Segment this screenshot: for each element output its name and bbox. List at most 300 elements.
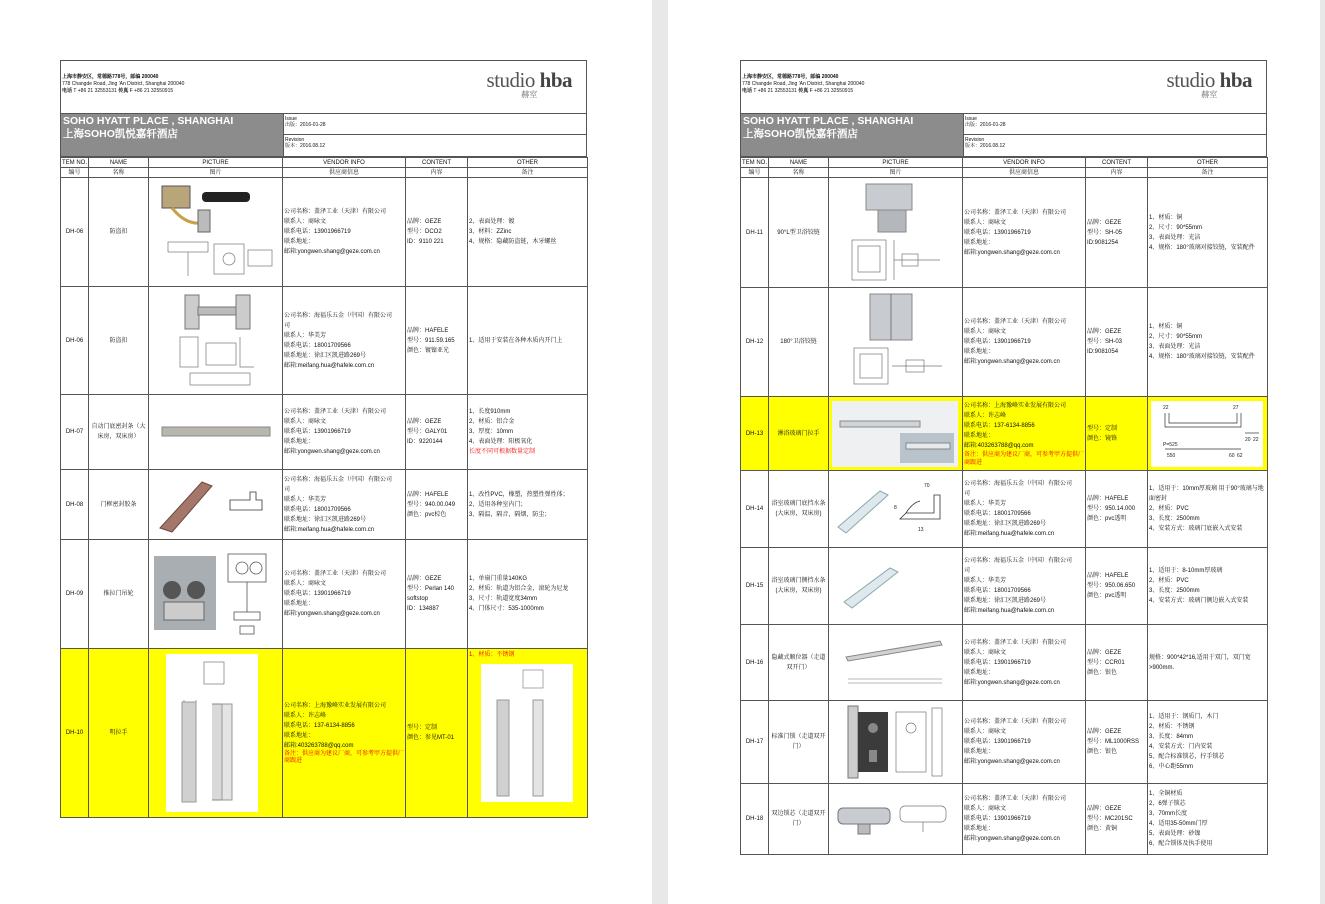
pull-handle-drawing [150, 652, 280, 814]
col-vendor: VENDOR INFO [963, 158, 1086, 168]
other-info [1148, 288, 1268, 397]
table-row [741, 548, 1268, 625]
vendor-line: 公司名称：盖泽工业（天津）有限公司 [964, 639, 1067, 646]
vendor-line: 联系电话：137-6134-8856 [964, 422, 1035, 429]
address-cn: 上海市静安区，常德路778号，邮编 200040 [62, 74, 159, 80]
other-line: 2、6弹子锁芯 [1149, 801, 1186, 807]
other-note-red: 1、材质：不锈钢 [469, 652, 515, 658]
other-line: 4、规格：180°玻璃对接铰链，安装配件 [1149, 244, 1255, 251]
col-item-cn: 编号 [741, 168, 769, 178]
content-line: 型号：ML1000RSS [1087, 739, 1140, 745]
item-code: DH-11 [741, 178, 769, 288]
sliding-roller-drawing [150, 542, 280, 646]
item-code: DH-14 [741, 471, 769, 548]
vendor-line: 联系电话：18001709566 [284, 506, 351, 513]
item-code: DH-09 [61, 540, 89, 649]
door-seal-drawing [150, 397, 280, 467]
content-info [1086, 471, 1148, 548]
vendor-line: 联系电话：18001709566 [964, 511, 1031, 517]
table-row [61, 178, 588, 287]
content-line: 颜色：pvc透明 [1087, 516, 1127, 522]
content-line: 品牌：GEZE [1087, 806, 1122, 812]
vendor-line: 联系电话：18001709566 [964, 588, 1031, 594]
hinge-180-drawing [830, 290, 960, 394]
other-line: 2、尺寸：90*55mm [1149, 224, 1203, 231]
item-name: 90°L型卫浴铰链 [769, 178, 829, 288]
project-title [741, 114, 963, 156]
other-line: 1、适用于安装在各种木质内开门上 [469, 337, 563, 344]
vendor-line: 联系人：商咏文 [964, 329, 1007, 335]
other-line: 规格：900*42*16,适用于双门，双门宽>900mm. [1149, 654, 1251, 671]
other-line: 3、隔温，隔音，隔烟，防尘； [469, 511, 551, 518]
item-name: 隐藏式顺位器（走道双开门） [769, 625, 829, 701]
item-code: DH-10 [61, 649, 89, 818]
content-line: 颜色：pvc透明 [1087, 593, 1127, 599]
other-info [468, 395, 588, 470]
vendor-line: 联系人：商咏文 [284, 581, 327, 587]
content-line: 颜色：银色 [1087, 669, 1118, 676]
content-info [1086, 178, 1148, 288]
dim-20: 20 [1245, 436, 1251, 443]
content-line: 型号：SH-03 [1087, 339, 1123, 345]
content-line: 型号：SH-05 [1087, 229, 1123, 236]
vendor-line: 公司名称：盖泽工业（天津）有限公司 [964, 319, 1067, 325]
issue-date: 出版：2016-01-28 [965, 122, 1006, 128]
col-name: NAME [89, 158, 149, 168]
item-name: 浴室玻璃门底挡水条(大床房，双床房) [769, 471, 829, 548]
dim-13: 13 [918, 527, 924, 533]
table-row [61, 540, 588, 649]
col-picture-cn: 图片 [829, 168, 963, 178]
content-line: 型号：950.06.650 [1087, 583, 1136, 589]
other-line: 2、尺寸：90*55mm [1149, 334, 1203, 340]
sheet-header [60, 60, 587, 113]
content-line: 品牌：GEZE [407, 576, 442, 582]
product-picture [149, 178, 283, 287]
vendor-line: 联系人：商咏文 [964, 729, 1007, 735]
item-code: DH-06 [61, 178, 89, 287]
vendor-info [963, 178, 1086, 288]
table-row [741, 397, 1268, 471]
content-info [406, 649, 468, 818]
vendor-line: 联系人：华美芳 [284, 496, 327, 503]
other-line: 4、规格：180°玻璃对接铰链，安装配件 [1149, 354, 1255, 360]
content-info [406, 395, 468, 470]
address-block [62, 74, 184, 95]
studio-hba-logo [1167, 69, 1252, 100]
vendor-info [283, 649, 406, 818]
table-row [741, 625, 1268, 701]
other-line: 1、单扇门重量140KG [469, 576, 528, 582]
content-line: 型号：CCR01 [1087, 659, 1125, 666]
other-info [1148, 471, 1268, 548]
content-info [406, 178, 468, 287]
vendor-line: 联系电话：18001709566 [284, 342, 351, 349]
vendor-line: 司 [284, 322, 291, 329]
item-name: 自动门底密封条（大床房，双床房） [89, 395, 149, 470]
product-picture [829, 178, 963, 288]
col-other-cn: 备注 [1148, 168, 1268, 178]
item-name: 标准门锁（走道双开门） [769, 701, 829, 784]
dim-22c: 22 [1253, 436, 1259, 443]
content-line: 颜色：镜铬 [1087, 435, 1118, 442]
content-line: 型号：MC201SC [1087, 816, 1133, 822]
other-line: 3、表面处理：光洁 [1149, 344, 1201, 350]
address-en: 778 Changde Road, Jing 'An District, Shanghai 200040 [62, 81, 185, 87]
vendor-line: 公司名称：上海豫峰实业发展有限公司 [964, 402, 1067, 409]
right-page [668, 0, 1320, 904]
vendor-line: 公司名称：上海豫峰实业发展有限公司 [284, 703, 387, 709]
content-line: ID:9081054 [1087, 349, 1119, 355]
vendor-line: 联系电话：13901966719 [964, 339, 1031, 345]
content-line: 型号：定制 [1087, 425, 1118, 432]
project-title-en: SOHO HYATT PLACE , SHANGHAI [63, 115, 234, 127]
other-line: 4、适用35-50mm门厚 [1149, 821, 1208, 827]
col-picture: PICTURE [149, 158, 283, 168]
table-row [741, 288, 1268, 397]
vendor-line: 联系地址： [284, 439, 315, 445]
vendor-info [283, 178, 406, 287]
item-name: 明拉手 [89, 649, 149, 818]
vendor-line: 邮箱:yongwen.shang@geze.com.cn [964, 249, 1060, 256]
other-line: 3、厚度：10mm [469, 429, 514, 435]
table-row [61, 470, 588, 540]
vendor-line: 司 [284, 486, 291, 493]
fax-label: 传真 [798, 88, 809, 94]
other-line: 2、适用各种室内门； [469, 501, 527, 508]
table-row [61, 395, 588, 470]
tel-value: T +86 21 32553131 [752, 88, 799, 94]
vendor-note-red: 备注：供应商为建议厂商，可参考甲方提供厂商跟进 [284, 751, 405, 764]
other-info [1148, 548, 1268, 625]
vendor-line: 邮箱:meifang.hua@hafele.com.cn [284, 526, 375, 533]
content-line: ID：9110 221 [407, 239, 444, 245]
project-title [61, 114, 283, 156]
header-row-cn [61, 168, 588, 178]
vendor-line: 联系地址： [964, 349, 995, 355]
other-line: 1、材质：铜 [1149, 214, 1183, 221]
other-line: 3、长度：2500mm [1149, 588, 1200, 594]
item-code: DH-08 [61, 470, 89, 540]
vendor-line: 公司名称：盖泽工业（天津）有限公司 [284, 209, 387, 215]
vendor-info [283, 287, 406, 395]
other-info [1148, 625, 1268, 701]
other-line: 5、配合标准锁芯，拧手锁芯 [1149, 754, 1225, 760]
studio-hba-logo [487, 69, 572, 100]
content-line: 颜色：镀镍亚光 [407, 347, 450, 354]
vendor-line: 联系地址：徐汇区凯进路269号 [284, 352, 367, 359]
dim-p525: P=525 [1163, 441, 1178, 448]
content-line: 型号：950.14.000 [1087, 506, 1136, 512]
other-line: 3、70mm长度 [1149, 811, 1188, 817]
header-row-en [741, 158, 1268, 168]
vendor-line: 联系电话：13901966719 [964, 739, 1031, 745]
other-info [1148, 701, 1268, 784]
right-sheet [740, 60, 1267, 855]
item-code: DH-06 [61, 287, 89, 395]
content-line: 型号：940.00.049 [407, 501, 456, 508]
vendor-line: 邮箱:yongwen.shang@geze.com.cn [964, 836, 1060, 842]
item-name: 防盗扣 [89, 287, 149, 395]
other-info [468, 287, 588, 395]
content-info [1086, 701, 1148, 784]
content-line: 型号：DCO2 [407, 229, 442, 235]
other-line: 2、材质：轨道为铝合金，滚轮为尼龙 [469, 586, 569, 592]
content-line: 颜色：银色 [1087, 749, 1118, 755]
table-row [741, 178, 1268, 288]
vendor-line: 司 [964, 491, 971, 497]
content-line: 颜色：参见MT-01 [407, 735, 455, 741]
item-code: DH-18 [741, 784, 769, 855]
vendor-line: 联系地址： [964, 826, 995, 832]
col-item: TEM NO. [742, 159, 767, 166]
content-line: 型号：911.59.165 [407, 337, 455, 344]
col-item-cn: 编号 [61, 168, 89, 178]
vendor-line: 联系电话：13901966719 [964, 659, 1031, 666]
vendor-line: 联系地址：徐汇区凯进路269号 [284, 516, 367, 523]
other-info [468, 178, 588, 287]
vendor-line: 联系人：商咏文 [284, 419, 327, 425]
content-info [1086, 397, 1148, 471]
vendor-line: 联系地址： [284, 733, 315, 739]
vendor-line: 联系人：华美芳 [964, 501, 1007, 507]
other-line: 1、长度910mm [469, 409, 511, 415]
content-line: 颜色：pvc棕色 [407, 511, 447, 518]
vendor-line: 联系地址： [964, 239, 995, 246]
vendor-line: 联系人：商咏文 [964, 649, 1007, 656]
vendor-line: 邮箱:meifang.hua@hafele.com.cn [964, 608, 1055, 614]
other-note-red: 长度不同可根据数量定制 [469, 449, 536, 455]
vendor-note-red: 备注：供应商为建议厂商，可参考甲方提供厂商跟进 [964, 451, 1085, 466]
vendor-line: 联系电话：13901966719 [284, 591, 351, 597]
product-picture [149, 649, 283, 818]
col-content-cn: 内容 [1086, 168, 1148, 178]
logo-cn: 赫室 [521, 90, 538, 99]
vendor-line: 公司名称：盖泽工业（天津）有限公司 [964, 796, 1067, 802]
other-line: 4、门体尺寸：535-1000mm [469, 606, 544, 612]
dim-62: 62 [1237, 452, 1243, 459]
content-line: 型号：定制 [407, 725, 438, 731]
item-name: 防盗扣 [89, 178, 149, 287]
address-block [742, 74, 864, 95]
other-info [468, 540, 588, 649]
content-line: 品牌：HAFELE [407, 327, 449, 334]
door-guard-drawing [150, 180, 280, 285]
schedule-table-right [740, 157, 1268, 855]
content-line: 型号：Perlan 140 softstop [407, 586, 455, 602]
product-picture [149, 287, 283, 395]
mortise-lock-drawing [830, 702, 960, 782]
tel-label: 电话 [742, 88, 753, 94]
other-line: 1、适用于：10mm厚玻璃 用于90°玻璃与地面密封 [1149, 486, 1264, 502]
other-line: 2、材质：不锈钢 [1149, 724, 1195, 730]
product-picture [829, 471, 963, 548]
vendor-line: 公司名称：海福乐五金（中国）有限公司 [964, 558, 1073, 564]
vendor-line: 邮箱:meifang.hua@hafele.com.cn [284, 362, 375, 369]
other-line: 1、适用于：钢质门，木门 [1149, 714, 1219, 720]
dim-8: 8 [894, 505, 897, 511]
other-line: 2、材质：铝合金 [469, 419, 515, 425]
vendor-line: 公司名称：盖泽工业（天津）有限公司 [964, 209, 1067, 216]
col-vendor: VENDOR INFO [283, 158, 406, 168]
vendor-info [963, 471, 1086, 548]
item-name: 浴室玻璃门侧挡水条(大床房，双床房) [769, 548, 829, 625]
seal-strip-drawing [150, 472, 280, 538]
product-picture [149, 395, 283, 470]
item-code: DH-07 [61, 395, 89, 470]
other-line: 1、改性PVC，橡塑，热塑性弹性体； [469, 491, 569, 498]
handle-dimension-drawing [477, 660, 577, 806]
issue-block [283, 114, 586, 156]
dim-22a: 22 [1163, 404, 1169, 411]
header-row-cn [741, 168, 1268, 178]
vendor-line: 公司名称：海福乐五金（中国）有限公司 [964, 481, 1073, 487]
revision-date: 版本：2016.08.12 [285, 143, 326, 149]
col-other: OTHER [468, 158, 588, 168]
content-info [406, 287, 468, 395]
vendor-line: 邮箱:meifang.hua@hafele.com.cn [964, 531, 1055, 537]
item-name: 门框密封胶条 [89, 470, 149, 540]
vendor-line: 司 [964, 568, 971, 574]
item-code: DH-17 [741, 701, 769, 784]
fax-label: 传真 [118, 88, 129, 94]
other-line: 3、长度：2500mm [1149, 516, 1200, 522]
item-name: 淋浴玻璃门拉手 [769, 397, 829, 471]
other-line: 1、适用于：8-10mm厚玻璃 [1149, 568, 1223, 574]
table-row [61, 649, 588, 818]
content-line: ID：134887 [407, 606, 440, 612]
content-line: 品牌：GEZE [1087, 219, 1122, 226]
bottom-seal-drawing [830, 473, 960, 545]
schedule-table-left [60, 157, 588, 818]
other-line: 3、尺寸：轨道宽度34mm [469, 596, 538, 602]
col-name-cn: 名称 [769, 168, 829, 178]
sheet-header [740, 60, 1267, 113]
other-line: 4、安装方式：玻璃门底嵌入式安装 [1149, 526, 1243, 532]
vendor-line: 联系人：华美芳 [964, 578, 1007, 584]
logo-text: studio [1166, 68, 1215, 92]
col-picture-cn: 图片 [149, 168, 283, 178]
other-line: 3、表面处理：光洁 [1149, 234, 1201, 241]
product-picture [149, 540, 283, 649]
vendor-line: 联系人：许志峰 [964, 412, 1007, 419]
vendor-line: 邮箱:yongwen.shang@geze.com.cn [284, 449, 380, 455]
vendor-line: 联系人：许志峰 [284, 713, 327, 719]
vendor-info [963, 288, 1086, 397]
content-line: 品牌：GEZE [1087, 649, 1122, 656]
logo-bold: hba [1219, 68, 1252, 92]
item-name: 推拉门吊轮 [89, 540, 149, 649]
fax-value: F +86 21 32550915 [808, 88, 854, 94]
other-line: 1、全铜材质 [1149, 791, 1183, 797]
vendor-line: 联系电话：13901966719 [964, 229, 1031, 236]
vendor-line: 联系电话：137-6134-8856 [284, 723, 355, 729]
content-info [406, 540, 468, 649]
title-row [60, 113, 587, 157]
other-line: 5、表面处理：砂镍 [1149, 831, 1201, 837]
revision-label: Revision [965, 137, 985, 143]
col-content: CONTENT [1086, 158, 1148, 168]
vendor-line: 联系电话：13901966719 [964, 816, 1031, 822]
vendor-line: 联系电话：13901966719 [284, 429, 351, 435]
item-code: DH-12 [741, 288, 769, 397]
vendor-line: 联系地址： [284, 239, 315, 245]
left-sheet [60, 60, 587, 818]
vendor-info [963, 397, 1086, 471]
content-line: ID:9081254 [1087, 239, 1119, 246]
content-info [1086, 548, 1148, 625]
issue-label: Issue [965, 116, 977, 122]
vendor-info [283, 395, 406, 470]
vendor-line: 联系电话：13901966719 [284, 229, 351, 235]
vendor-line: 邮箱:yongwen.shang@geze.com.cn [964, 359, 1060, 365]
other-line: 2、材质：PVC [1149, 578, 1189, 584]
vendor-line: 邮箱:yongwen.shang@geze.com.cn [964, 759, 1060, 765]
table-row [741, 701, 1268, 784]
content-line: ID：9220144 [407, 439, 443, 445]
header-row-en [61, 158, 588, 168]
product-picture [829, 397, 963, 471]
col-picture: PICTURE [829, 158, 963, 168]
revision-label: Revision [285, 137, 305, 143]
dim-60: 60 [1229, 452, 1235, 459]
dim-27: 27 [1233, 404, 1239, 411]
left-page [0, 0, 652, 904]
item-code: DH-15 [741, 548, 769, 625]
vendor-line: 公司名称：海福乐五金（中国）有限公司 [284, 312, 393, 319]
table-row [741, 471, 1268, 548]
item-name: 双边锁芯（走道双开门） [769, 784, 829, 855]
vendor-line: 公司名称：海福乐五金（中国）有限公司 [284, 476, 393, 483]
col-other: OTHER [1148, 158, 1268, 168]
content-info [1086, 784, 1148, 855]
project-title-en: SOHO HYATT PLACE , SHANGHAI [743, 115, 914, 127]
col-name: NAME [769, 158, 829, 168]
product-picture [829, 701, 963, 784]
tel-label: 电话 [62, 88, 73, 94]
other-line: 4、安装方式：门内安装 [1149, 744, 1213, 750]
vendor-line: 联系人：商咏文 [284, 219, 327, 225]
other-line: 1、材质：铜 [1149, 324, 1183, 330]
other-info [468, 649, 588, 818]
vendor-line: 邮箱:yongwen.shang@geze.com.cn [964, 679, 1060, 686]
vendor-info [283, 470, 406, 540]
content-line: 品牌：GEZE [1087, 329, 1122, 335]
vendor-line: 邮箱:yongwen.shang@geze.com.cn [284, 249, 380, 255]
content-info [406, 470, 468, 540]
content-line: 品牌：GEZE [1087, 729, 1122, 735]
other-line: 4、安装方式：玻璃门侧边嵌入式安装 [1149, 598, 1249, 604]
other-line: 2、表面处理：镀 [469, 219, 515, 225]
address-en: 778 Changde Road, Jing 'An District, Shanghai 200040 [742, 81, 865, 87]
project-title-cn: 上海SOHO凯悦嘉轩酒店 [63, 128, 178, 140]
vendor-line: 邮箱:403263788@qq.com [964, 442, 1034, 449]
hinge-90-drawing [830, 180, 960, 286]
col-vendor-cn: 供应商信息 [963, 168, 1086, 178]
other-line: 6、中心距55mm [1149, 764, 1194, 770]
other-line: 6、配合锁体及执手使用 [1149, 841, 1213, 847]
title-row [740, 113, 1267, 157]
col-other-cn: 备注 [468, 168, 588, 178]
col-content-cn: 内容 [406, 168, 468, 178]
content-line: 颜色：黄铜 [1087, 826, 1118, 832]
product-picture [149, 470, 283, 540]
shower-handle-drawing [830, 399, 960, 469]
issue-label: Issue [285, 116, 297, 122]
content-line: 品牌：HAFELE [407, 491, 449, 498]
content-line: 品牌：GEZE [407, 419, 442, 425]
vendor-line: 联系人：商咏文 [964, 219, 1007, 226]
